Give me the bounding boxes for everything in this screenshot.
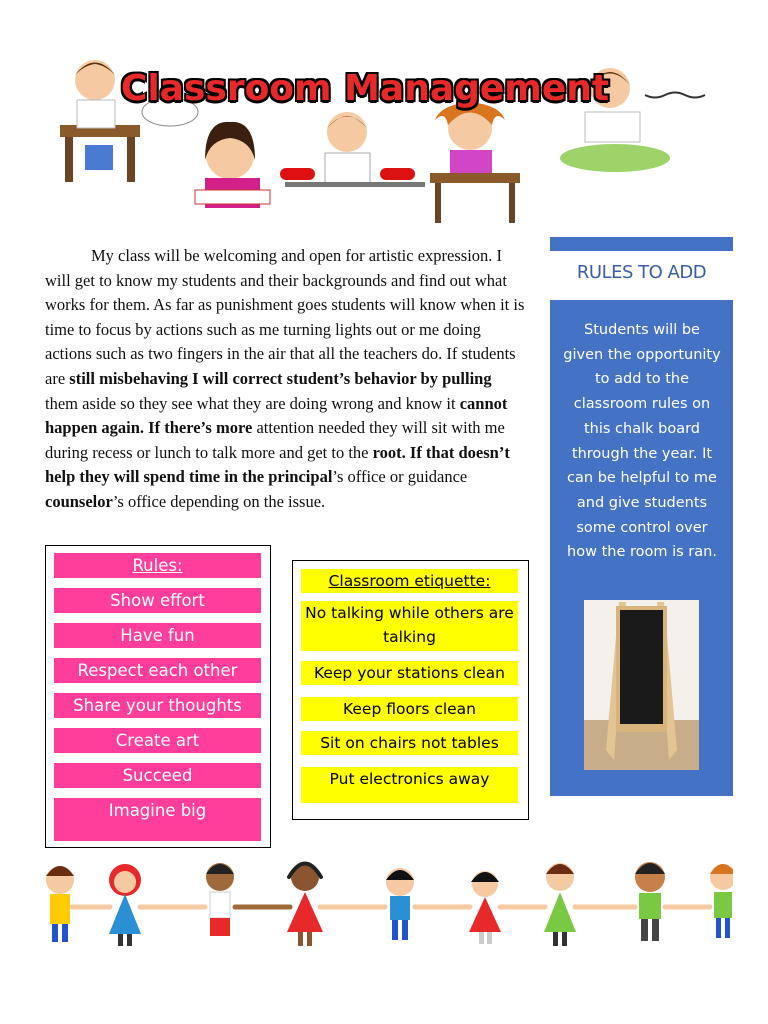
page-title: Classroom Management xyxy=(120,68,610,109)
chalkboard-photo xyxy=(584,600,699,770)
paragraph-bold-text: root. If that doesn’t help they will spend time in the principal xyxy=(45,442,510,487)
etiquette-item: Put electronics away xyxy=(301,767,518,803)
rule-item: Create art xyxy=(54,728,261,753)
rules-box xyxy=(45,545,271,848)
paragraph-text: attention needed they will sit with me during recess or lunch to talk more and get to the xyxy=(45,418,505,462)
sidebar-heading: RULES TO ADD xyxy=(576,262,707,283)
rule-item: Respect each other xyxy=(54,658,261,683)
etiquette-item: No talking while others are talking xyxy=(301,601,518,651)
etiquette-item: Keep floors clean xyxy=(301,697,518,721)
rule-item: Imagine big xyxy=(54,798,261,841)
chalkboard-easel-icon xyxy=(584,600,699,770)
rule-item: Show effort xyxy=(54,588,261,613)
footer-kids-border xyxy=(45,852,733,952)
row-of-children-holding-hands-icon xyxy=(45,852,733,952)
etiquette-box xyxy=(292,560,529,820)
sidebar-text: Students will be given the opportunity to add to the classroom rules on this chalk board through the year. It can be helpful to me and give students some control over how the room is ran. xyxy=(563,322,721,561)
sidebar-panel xyxy=(550,300,733,796)
rule-item: Share your thoughts xyxy=(54,693,261,718)
rule-item: Succeed xyxy=(54,763,261,788)
header-banner xyxy=(55,50,735,230)
paragraph-bold-text: cannot happen again. If there’s more xyxy=(45,393,508,438)
etiquette-item: Sit on chairs not tables xyxy=(301,731,518,755)
philosophy-paragraph xyxy=(45,244,527,515)
paragraph-text: ’s office depending on the issue. xyxy=(112,491,326,511)
paragraph-bold-text: counselor xyxy=(45,491,113,511)
paragraph-text: them aside so they see what they are doing wrong and know it xyxy=(45,393,460,413)
etiquette-item: Keep your stations clean xyxy=(301,661,518,685)
rule-item: Have fun xyxy=(54,623,261,648)
paragraph-bold-text: still misbehaving I will correct student’s behavior by pulling xyxy=(69,368,492,388)
etiquette-heading: Classroom etiquette: xyxy=(301,569,518,593)
rules-heading: Rules: xyxy=(54,553,261,578)
sidebar-top-bar xyxy=(550,237,733,251)
paragraph-text: My class will be welcoming and open for artistic expression. I will get to know my students and their backgrounds and find out what works for them. As far as punishment goes students will know when it is time to focus by actions such as me turning lights out or me doing actions such as two fingers in the air that all the teachers do. If students are xyxy=(45,246,525,388)
paragraph-text: ’s office or guidance xyxy=(332,467,468,487)
